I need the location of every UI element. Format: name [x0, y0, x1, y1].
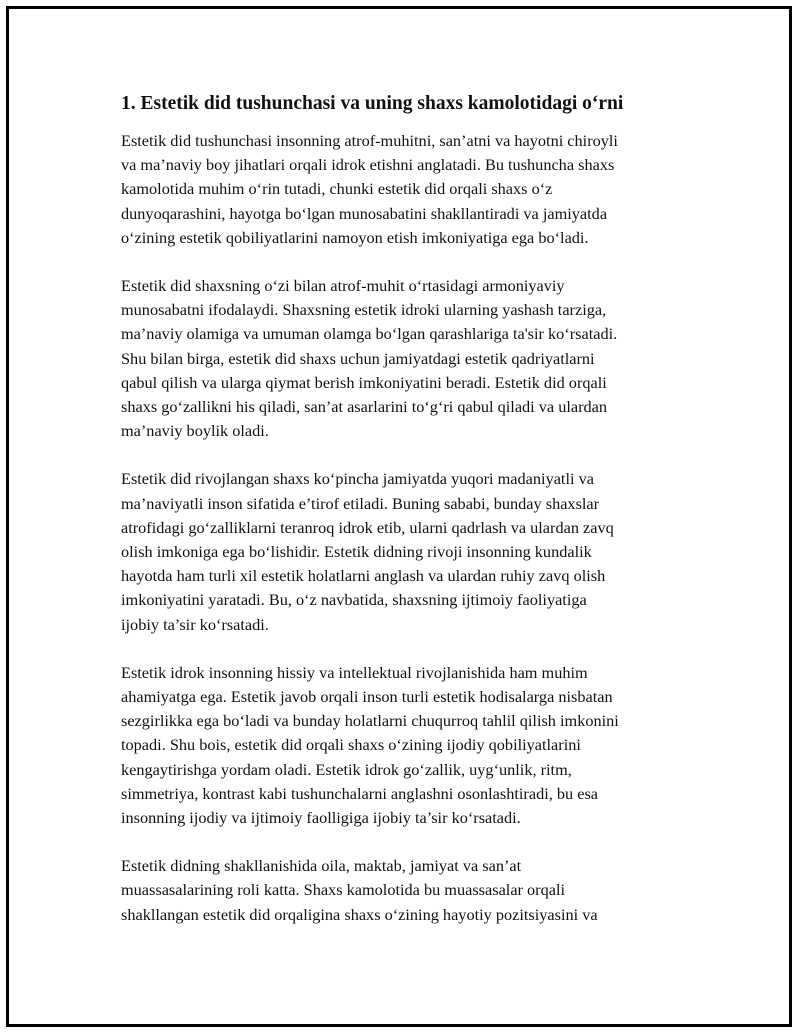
text-line: muassasalarining roli katta. Shaxs kamolotida bu muassasalar orqali [121, 880, 566, 900]
document-content [121, 91, 681, 951]
paragraph-3 [121, 467, 681, 636]
text-line: munosabatni ifodalaydi. Shaxsning estetik idroki ularning yashash tarziga, [121, 300, 607, 320]
text-line: shakllangan estetik did orqaligina shaxs o‘zining hayotiy pozitsiyasini va [121, 904, 598, 924]
text-line: o‘zining estetik qobiliyatlarini namoyon etish imkoniyatiga ega bo‘ladi. [121, 227, 589, 247]
text-line: imkoniyatini yaratadi. Bu, o‘z navbatida, shaxsning ijtimoiy faoliyatiga [121, 590, 587, 610]
document-page [6, 6, 792, 1027]
paragraph-4 [121, 661, 681, 830]
text-line: hayotda ham turli xil estetik holatlarni anglash va ulardan ruhiy zavq olish [121, 566, 606, 586]
text-line: va ma’naviy boy jihatlari orqali idrok etishni anglatadi. Bu tushuncha shaxs [121, 155, 615, 175]
text-line: insonning ijodiy va ijtimoiy faolligiga ijobiy ta’sir ko‘rsatadi. [121, 808, 521, 828]
text-line: kengaytirishga yordam oladi. Estetik idrok go‘zallik, uyg‘unlik, ritm, [121, 759, 572, 779]
text-line: ma’naviy olamiga va umuman olamga bo‘lgan qarashlariga ta'sir ko‘rsatadi. [121, 324, 618, 344]
text-line: atrofidagi go‘zalliklarni teranroq idrok etib, ularni qadrlash va ulardan zavq [121, 517, 614, 537]
paragraph-1 [121, 129, 681, 250]
text-line: Estetik did tushunchasi insonning atrof-muhitni, san’atni va hayotni chiroyli [121, 131, 618, 150]
paragraph-5 [121, 854, 681, 927]
text-line: Estetik did shaxsning o‘zi bilan atrof-muhit o‘rtasidagi armoniyaviy [121, 276, 565, 296]
text-line: olish imkoniga ega bo‘lishidir. Estetik didning rivoji insonning kundalik [121, 542, 592, 562]
text-line: Estetik didning shakllanishida oila, maktab, jamiyat va san’at [121, 856, 522, 876]
text-line: Estetik did rivojlangan shaxs ko‘pincha jamiyatda yuqori madaniyatli va [121, 469, 594, 489]
text-line: sezgirlikka ega bo‘ladi va bunday holatlarni chuqurroq tahlil qilish imkonini [121, 711, 619, 731]
text-line: ma’naviy boylik oladi. [121, 421, 269, 441]
text-line: qabul qilish va ularga qiymat berish imkoniyatini beradi. Estetik did orqali [121, 372, 607, 392]
paragraph-2 [121, 274, 681, 443]
text-line: Estetik idrok insonning hissiy va intellektual rivojlanishida ham muhim [121, 662, 588, 682]
text-line: Shu bilan birga, estetik did shaxs uchun jamiyatdagi estetik qadriyatlarni [121, 348, 595, 368]
text-line: ijobiy ta’sir ko‘rsatadi. [121, 614, 269, 634]
text-line: kamolotida muhim o‘rin tutadi, chunki estetik did orqali shaxs o‘z [121, 179, 553, 199]
text-line: topadi. Shu bois, estetik did orqali shaxs o‘zining ijodiy qobiliyatlarini [121, 735, 581, 755]
text-line: ahamiyatga ega. Estetik javob orqali inson turli estetik hodisalarga nisbatan [121, 687, 613, 707]
section-heading: 1. Estetik did tushunchasi va uning shaxs kamolotidagi o‘rni [121, 93, 624, 114]
text-line: ma’naviyatli inson sifatida e’tirof etiladi. Buning sababi, bunday shaxslar [121, 493, 600, 513]
text-line: dunyoqarashini, hayotga bo‘lgan munosabatini shakllantiradi va jamiyatda [121, 203, 608, 223]
text-line: shaxs go‘zallikni his qiladi, san’at asarlarini to‘g‘ri qabul qiladi va ulardan [121, 397, 608, 417]
text-line: simmetriya, kontrast kabi tushunchalarni anglashni osonlashtiradi, bu esa [121, 783, 599, 803]
